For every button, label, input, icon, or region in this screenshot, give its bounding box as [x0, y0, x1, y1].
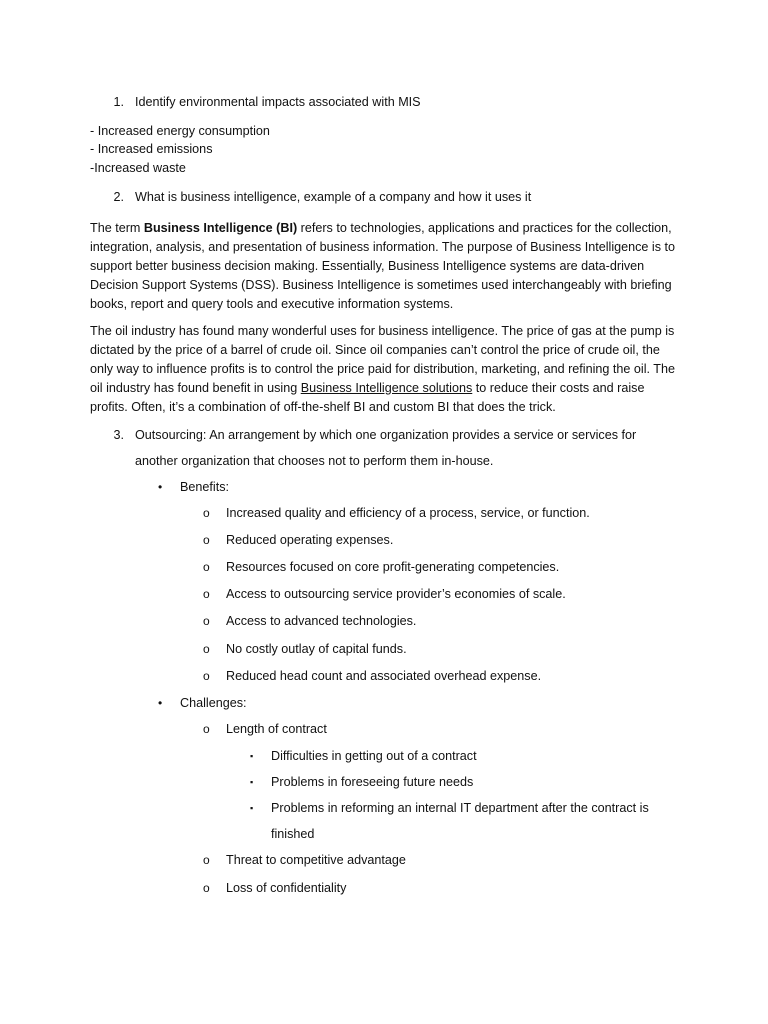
para1-lead: The term — [90, 221, 144, 235]
impact-item: - Increased energy consumption — [90, 124, 270, 138]
benefit-item: Reduced head count and associated overhead expense. — [226, 669, 542, 683]
challenge-item: Loss of confidentiality — [226, 881, 347, 895]
circle-bullet-icon: o — [203, 533, 210, 547]
contract-issue-item: Problems in foreseeing future needs — [271, 775, 474, 789]
circle-bullet-icon: o — [203, 642, 210, 656]
bi-definition-paragraph — [90, 219, 682, 314]
list-number-2: 2. — [113, 190, 124, 204]
impact-item: -Increased waste — [90, 161, 186, 175]
circle-bullet-icon: o — [203, 614, 210, 628]
section1-heading: Identify environmental impacts associated with MIS — [135, 95, 421, 109]
benefit-item: No costly outlay of capital funds. — [226, 642, 407, 656]
circle-bullet-icon: o — [203, 881, 210, 895]
circle-bullet-icon: o — [203, 560, 210, 574]
para2-rest: to reduce their costs and raise profits. Often, it’s a combination of off-the-shelf BI and custom BI that does the trick. — [90, 381, 645, 414]
para2-lead: The oil industry has found many wonderful uses for business intelligence. The price of gas at the pump is dictated by the price of a barrel of crude oil. Since oil companies can’t control the price of crude oil, the only way to influence profits is to control the price paid for distribution, marketing, and refining the oil. The oil industry has found benefit in using — [90, 324, 675, 395]
benefit-item: Access to advanced technologies. — [226, 614, 417, 628]
contract-issue-continuation: finished — [271, 827, 315, 841]
square-bullet-icon: ▪ — [250, 803, 254, 813]
benefit-item: Resources focused on core profit-generating competencies. — [226, 560, 560, 574]
contract-issue-item: Problems in reforming an internal IT department after the contract is — [271, 801, 649, 815]
circle-bullet-icon: o — [203, 669, 210, 683]
circle-bullet-icon: o — [203, 853, 210, 867]
circle-bullet-icon: o — [203, 722, 210, 736]
bi-term: Business Intelligence (BI) — [143, 221, 298, 235]
bullet-icon: • — [158, 480, 163, 494]
circle-bullet-icon: o — [203, 587, 210, 601]
benefit-item: Access to outsourcing service provider’s economies of scale. — [226, 587, 566, 601]
challenge-item: Length of contract — [226, 722, 327, 736]
benefit-item: Reduced operating expenses. — [226, 533, 394, 547]
impact-item: - Increased emissions — [90, 142, 213, 156]
bullet-icon: • — [158, 696, 163, 710]
bi-solutions-link[interactable]: Business Intelligence solutions — [300, 381, 473, 395]
oil-industry-paragraph — [90, 322, 682, 417]
benefits-label: Benefits: — [180, 480, 230, 494]
square-bullet-icon: ▪ — [250, 777, 254, 787]
challenge-item: Threat to competitive advantage — [226, 853, 406, 867]
list-number-1: 1. — [113, 95, 124, 109]
circle-bullet-icon: o — [203, 506, 210, 520]
outsourcing-line-2: another organization that chooses not to perform them in-house. — [135, 454, 494, 468]
outsourcing-line-1: Outsourcing: An arrangement by which one organization provides a service or services for — [135, 428, 637, 442]
section2-heading: What is business intelligence, example of a company and how it uses it — [135, 190, 532, 204]
benefit-item: Increased quality and efficiency of a process, service, or function. — [226, 506, 590, 520]
para1-rest: refers to technologies, applications and practices for the collection, integration, analysis, and presentation of business information. The purpose of Business Intelligence is to support better business decision making. Essentially, Business Intelligence systems are data-driven Decision Support Systems (DSS). Business Intelligence is sometimes used interchangeably with briefing books, report and query tools and executive information systems. — [90, 221, 676, 311]
challenges-label: Challenges: — [180, 696, 247, 710]
square-bullet-icon: ▪ — [250, 751, 254, 761]
list-number-3: 3. — [113, 428, 124, 442]
contract-issue-item: Difficulties in getting out of a contract — [271, 749, 477, 763]
